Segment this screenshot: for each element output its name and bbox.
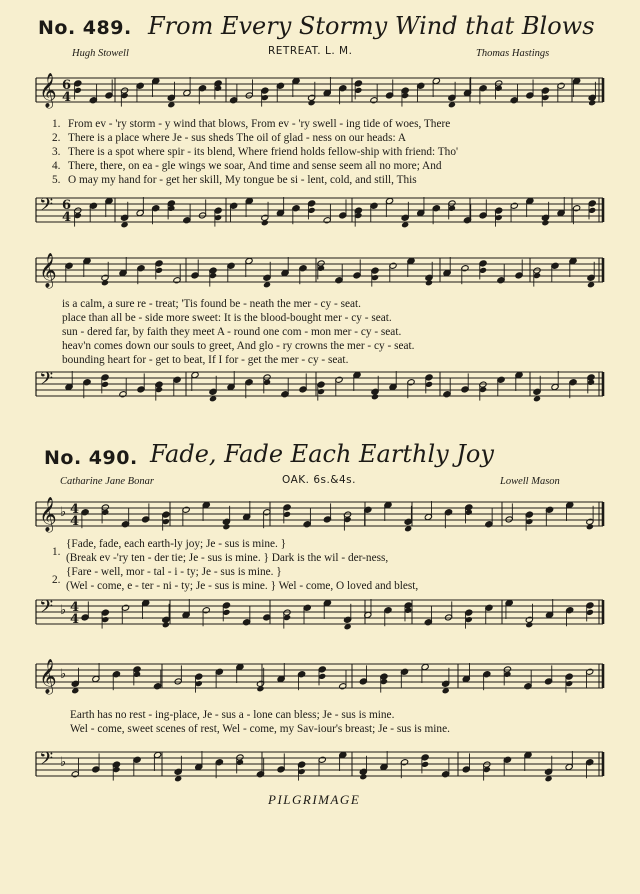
verse-line: bounding heart for - get to beat, If I for - get the mer - cy - seat. [62, 354, 349, 366]
verse-line: 4. There, there, on ea - gle wings we soar, And time and sense seem all no more; And [52, 160, 442, 172]
verse-line: (Wel - come, e - ter - ni - ty; Je - sus is mine. } Wel - come, O loved and blest, [66, 580, 419, 592]
hymn-490-line2 [70, 708, 450, 736]
treble-clef-icon: 𝄞 [39, 659, 57, 694]
flat-icon: ♭ [60, 755, 67, 770]
hymn-489-title: From Every Stormy Wind that Blows [148, 12, 595, 40]
verse-line: sun - dered far, by faith they meet A - round one com - mon mer - cy - seat. [62, 326, 402, 338]
bass-clef-icon: 𝄢 [39, 749, 54, 774]
flat-icon: ♭ [60, 505, 67, 520]
hymn-490-tune: OAK. 6s.&4s. [282, 474, 356, 486]
time-signature-top: 6 [62, 78, 72, 93]
verse-line: 3. There is a spot where spir - its blend, Where friend holds fellow-ship with friend: Tho' [52, 146, 459, 158]
hymn-489-verses-line2 [62, 297, 414, 367]
hymn-490-author: Catharine Jane Bonar [60, 476, 154, 487]
verse-line: (Break ev -'ry ten - der tie; Je - sus is mine. } Dark is the wil - der-ness, [66, 552, 389, 564]
treble-clef-icon: 𝄞 [39, 497, 57, 532]
verse-line: heav'n comes down our souls to greet, And glo - ry crowns the mer - cy - seat. [62, 340, 415, 352]
time-signature-top: 4 [70, 600, 80, 615]
bass-clef-icon: 𝄢 [39, 369, 54, 394]
hymn-490-composer: Lowell Mason [500, 476, 560, 487]
flat-icon: ♭ [60, 667, 67, 682]
time-signature-bottom: 4 [62, 90, 72, 105]
time-signature-top: 4 [70, 502, 80, 517]
verse-line: 5. O may my hand for - get her skill, My tongue be si - lent, cold, and still, This [52, 174, 417, 186]
time-signature-bottom: 4 [70, 514, 80, 529]
verse-line: Wel - come, sweet scenes of rest, Wel - come, my Sav-iour's breast; Je - sus is mine. [70, 723, 450, 735]
verse-line: 2. There is a place where Je - sus sheds The oil of glad - ness on our heads: A [52, 132, 406, 144]
treble-clef-icon: 𝄞 [39, 73, 57, 108]
bass-clef-icon: 𝄢 [39, 195, 54, 220]
hymn-490-number: No. 490. [44, 447, 138, 469]
verse-number: 2. [52, 574, 61, 586]
time-signature-bottom: 4 [62, 210, 72, 225]
hymn-489-verses-line1 [52, 117, 458, 187]
time-signature-top: 6 [62, 198, 72, 213]
hymn-489-composer: Thomas Hastings [476, 48, 550, 59]
verse-line: is a calm, a sure re - treat; 'Tis found be - neath the mer - cy - seat. [62, 298, 361, 310]
hymn-490-title: Fade, Fade Each Earthly Joy [150, 440, 494, 468]
verse-line: {Fade, fade, each earth-ly joy; Je - sus is mine. } [66, 538, 287, 550]
verse-number: 1. [52, 546, 61, 558]
time-signature-bottom: 4 [70, 612, 80, 627]
verse-line: 1. From ev - 'ry storm - y wind that blows, From ev - 'ry swell - ing tide of woes, There [52, 118, 451, 130]
flat-icon: ♭ [60, 603, 67, 618]
page-footer: PILGRIMAGE [268, 792, 361, 807]
bass-clef-icon: 𝄢 [39, 597, 54, 622]
hymn-490-line1 [66, 537, 418, 593]
treble-clef-icon: 𝄞 [39, 253, 57, 288]
verse-line: {Fare - well, mor - tal - i - ty; Je - sus is mine. } [66, 566, 282, 578]
hymn-489-tune: RETREAT. L. M. [268, 45, 353, 57]
verse-line: Earth has no rest - ing-place, Je - sus a - lone can bless; Je - sus is mine. [70, 709, 395, 721]
hymn-489-number: No. 489. [38, 17, 132, 39]
verse-line: place than all be - side more sweet: It is the blood-bought mer - cy - seat. [62, 312, 392, 324]
hymn-489-author: Hugh Stowell [72, 48, 129, 59]
